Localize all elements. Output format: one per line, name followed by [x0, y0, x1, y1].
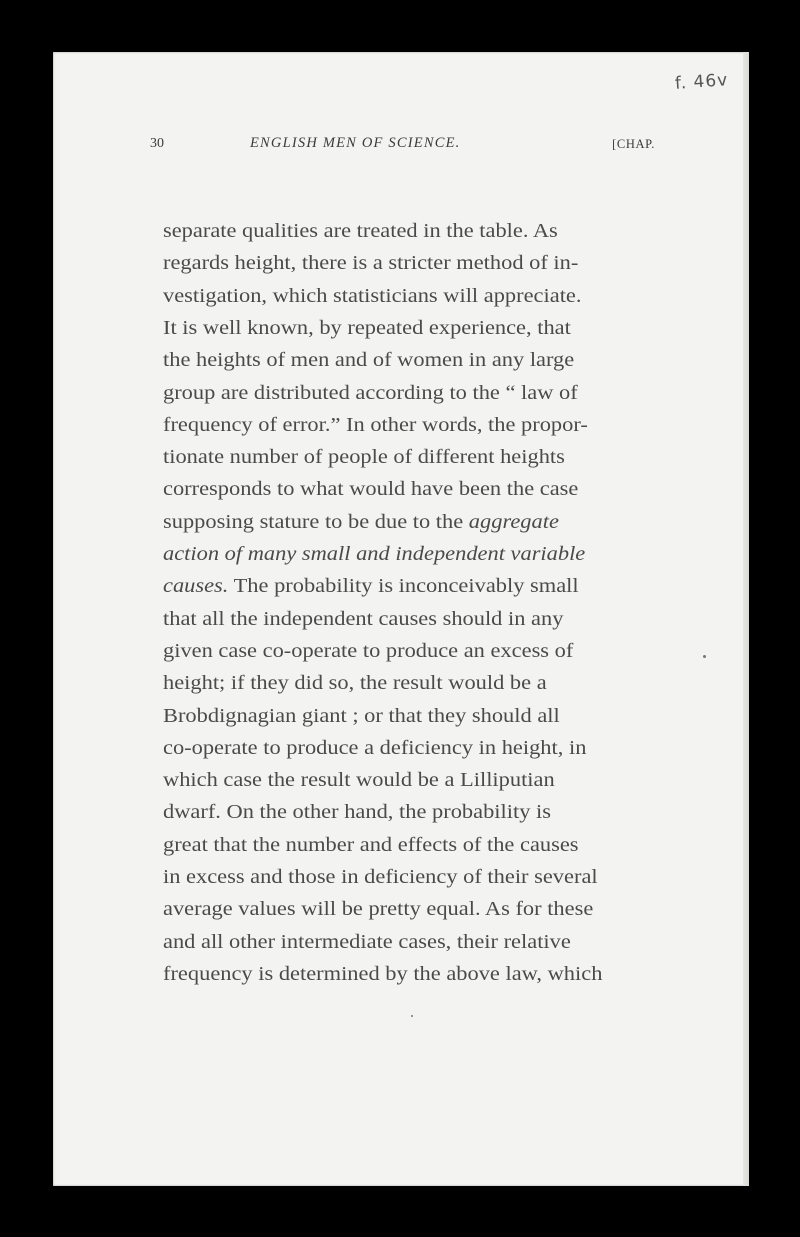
- text-line-main: which case the result would be a Lilliputian: [163, 770, 555, 792]
- text-line-main: action of many small and independent variable: [163, 544, 586, 565]
- text-line-trail: The probability is inconceivably small: [228, 576, 579, 598]
- text-line: [163, 543, 585, 567]
- text-line-main: regards height, there is a stricter method of in-: [163, 253, 579, 275]
- text-line: [163, 446, 565, 470]
- text-line: [163, 931, 571, 955]
- text-line: [163, 317, 571, 341]
- text-line-main: frequency of error.” In other words, the propor-: [163, 414, 588, 436]
- text-line: [163, 737, 586, 761]
- text-line-trail: aggregate: [463, 511, 559, 533]
- text-line-main: in excess and those in deficiency of their several: [163, 867, 598, 888]
- text-line-main: given case co-operate to produce an excess of: [163, 640, 574, 662]
- text-line-main: that all the independent causes should in any: [163, 608, 564, 630]
- text-line-main: great that the number and effects of the causes: [163, 834, 579, 856]
- text-line-main: corresponds to what would have been the case: [163, 479, 579, 501]
- text-line: [163, 640, 573, 664]
- text-line: [163, 608, 563, 632]
- text-line-main: supposing stature to be due to the: [163, 511, 464, 533]
- text-line: [163, 898, 593, 922]
- text-line: [163, 285, 581, 309]
- text-line-main: tionate number of people of different heights: [163, 447, 565, 469]
- text-line: [163, 575, 579, 599]
- text-line: [163, 705, 560, 729]
- text-line: [163, 220, 558, 244]
- text-line: [163, 963, 602, 987]
- text-line-main: Brobdignagian giant ; or that they should all: [163, 705, 560, 727]
- folio-annotation: f. 46v: [674, 70, 729, 94]
- chapter-label: [CHAP.: [612, 137, 655, 151]
- page-edge: [743, 52, 749, 1186]
- text-line-main: separate qualities are treated in the table. As: [163, 221, 558, 242]
- text-line: [163, 252, 578, 276]
- book-title: ENGLISH MEN OF SCIENCE.: [250, 135, 461, 151]
- text-line-main: group are distributed according to the “ law of: [163, 382, 578, 404]
- text-line: [163, 769, 555, 793]
- ink-speck: [703, 655, 706, 658]
- text-line-main: average values will be pretty equal. As for these: [163, 899, 594, 921]
- text-line-main: dwarf. On the other hand, the probability is: [163, 802, 551, 824]
- ink-speck: [411, 1015, 413, 1017]
- text-line: [163, 511, 559, 535]
- text-line: [163, 801, 551, 825]
- text-line-main: causes.: [163, 576, 229, 598]
- text-line-main: It is well known, by repeated experience, that: [163, 317, 571, 339]
- page-number: 30: [150, 136, 164, 151]
- text-line-main: height; if they did so, the result would be a: [163, 673, 547, 695]
- text-line: [163, 478, 578, 502]
- text-line: [163, 414, 588, 438]
- text-line: [163, 672, 547, 696]
- text-line: [163, 834, 579, 858]
- text-line-main: co-operate to produce a deficiency in height, in: [163, 737, 587, 759]
- text-line-main: and all other intermediate cases, their relative: [163, 931, 571, 953]
- text-line: [163, 866, 598, 890]
- text-line: [163, 349, 574, 373]
- text-line-main: the heights of men and of women in any large: [163, 350, 575, 372]
- text-line-main: vestigation, which statisticians will appreciate.: [163, 285, 582, 307]
- text-line: [163, 382, 578, 406]
- text-line-main: frequency is determined by the above law, which: [163, 963, 603, 985]
